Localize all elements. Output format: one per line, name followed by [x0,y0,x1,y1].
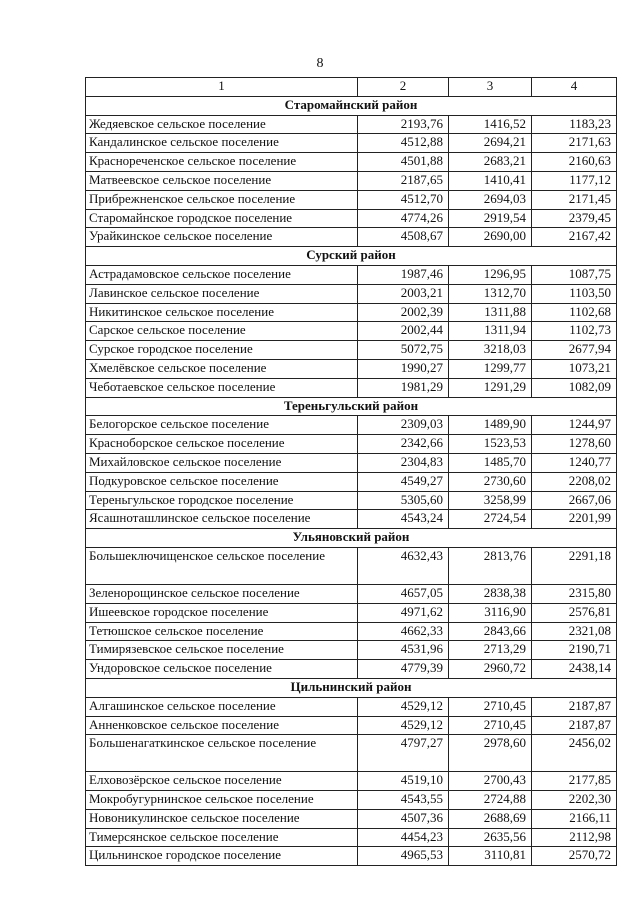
table-row [86,453,617,472]
table-row [86,303,617,322]
settlement-name-cell: Михайловское сельское поселение [86,453,358,472]
table-row [86,809,617,828]
table-row [86,153,617,172]
settlement-name-cell: Жедяевское сельское поселение [86,115,358,134]
value-col3-cell: 1312,70 [449,284,532,303]
settlement-name-cell: Старомайнское городское поселение [86,209,358,228]
value-col2-cell: 4531,96 [358,641,449,660]
value-col3-cell: 3110,81 [449,847,532,866]
value-col4-cell: 2576,81 [532,603,617,622]
table-row [86,847,617,866]
value-col4-cell: 2291,18 [532,547,617,584]
table-row [86,416,617,435]
value-col3-cell: 2978,60 [449,735,532,772]
settlement-name-cell: Урайкинское сельское поселение [86,228,358,247]
table-row [86,284,617,303]
value-col4-cell: 1102,68 [532,303,617,322]
value-col4-cell: 2379,45 [532,209,617,228]
value-col4-cell: 2112,98 [532,828,617,847]
value-col3-cell: 1410,41 [449,171,532,190]
settlement-name-cell: Краснореченское сельское поселение [86,153,358,172]
value-col2-cell: 4529,12 [358,697,449,716]
value-col2-cell: 4454,23 [358,828,449,847]
header-cell-2: 2 [358,78,449,97]
value-col3-cell: 1291,29 [449,378,532,397]
settlement-name-cell: Подкуровское сельское поселение [86,472,358,491]
value-col2-cell: 2304,83 [358,453,449,472]
settlement-name-cell: Цильнинское городское поселение [86,847,358,866]
value-col2-cell: 4512,70 [358,190,449,209]
value-col2-cell: 4965,53 [358,847,449,866]
value-col3-cell: 2694,21 [449,134,532,153]
value-col3-cell: 2694,03 [449,190,532,209]
settlement-name-cell: Лавинское сельское поселение [86,284,358,303]
table-row [86,547,617,584]
table-row [86,378,617,397]
value-col3-cell: 2730,60 [449,472,532,491]
value-col4-cell: 1087,75 [532,265,617,284]
value-col4-cell: 2171,63 [532,134,617,153]
settlement-name-cell: Никитинское сельское поселение [86,303,358,322]
settlement-name-cell: Матвеевское сельское поселение [86,171,358,190]
table-row [86,322,617,341]
settlement-name-cell: Астрадамовское сельское поселение [86,265,358,284]
value-col3-cell: 2843,66 [449,622,532,641]
settlement-name-cell: Елховозёрское сельское поселение [86,772,358,791]
value-col2-cell: 4774,26 [358,209,449,228]
header-cell-4: 4 [532,78,617,97]
value-col4-cell: 2201,99 [532,510,617,529]
value-col2-cell: 4662,33 [358,622,449,641]
value-col2-cell: 2187,65 [358,171,449,190]
value-col3-cell: 1296,95 [449,265,532,284]
district-header-row [86,678,617,697]
table-row [86,115,617,134]
table-row [86,341,617,360]
value-col3-cell: 2688,69 [449,809,532,828]
value-col2-cell: 4512,88 [358,134,449,153]
table-row [86,171,617,190]
header-row [86,78,617,97]
value-col3-cell: 2700,43 [449,772,532,791]
table-row [86,660,617,679]
settlement-name-cell: Хмелёвское сельское поселение [86,359,358,378]
value-col3-cell: 2919,54 [449,209,532,228]
table-row [86,584,617,603]
table-row [86,134,617,153]
district-name: Старомайнский район [86,96,617,115]
district-header-row [86,529,617,548]
value-col2-cell: 4632,43 [358,547,449,584]
value-col2-cell: 4519,10 [358,772,449,791]
value-col3-cell: 3258,99 [449,491,532,510]
settlement-name-cell: Большенагаткинское сельское поселение [86,735,358,772]
settlement-name-cell: Большеключищенское сельское поселение [86,547,358,584]
value-col4-cell: 2187,87 [532,716,617,735]
value-col3-cell: 2813,76 [449,547,532,584]
value-col2-cell: 4549,27 [358,472,449,491]
value-col3-cell: 1489,90 [449,416,532,435]
table-row [86,510,617,529]
table-row [86,697,617,716]
value-col2-cell: 2002,44 [358,322,449,341]
value-col2-cell: 4529,12 [358,716,449,735]
settlement-name-cell: Тимирязевское сельское поселение [86,641,358,660]
value-col4-cell: 2190,71 [532,641,617,660]
value-col3-cell: 1485,70 [449,453,532,472]
value-col4-cell: 2321,08 [532,622,617,641]
settlement-name-cell: Анненковское сельское поселение [86,716,358,735]
settlement-name-cell: Кандалинское сельское поселение [86,134,358,153]
table-row [86,791,617,810]
value-col4-cell: 2167,42 [532,228,617,247]
table-row [86,190,617,209]
value-col3-cell: 2635,56 [449,828,532,847]
table-row [86,828,617,847]
value-col4-cell: 1073,21 [532,359,617,378]
value-col2-cell: 1990,27 [358,359,449,378]
table-row [86,622,617,641]
value-col2-cell: 5305,60 [358,491,449,510]
value-col2-cell: 1981,29 [358,378,449,397]
district-header-row [86,96,617,115]
settlement-name-cell: Алгашинское сельское поселение [86,697,358,716]
value-col4-cell: 2456,02 [532,735,617,772]
value-col4-cell: 2166,11 [532,809,617,828]
value-col2-cell: 4543,24 [358,510,449,529]
settlement-name-cell: Чеботаевское сельское поселение [86,378,358,397]
value-col3-cell: 1311,88 [449,303,532,322]
value-col4-cell: 1177,12 [532,171,617,190]
value-col2-cell: 4508,67 [358,228,449,247]
data-table [85,77,617,866]
value-col2-cell: 5072,75 [358,341,449,360]
value-col2-cell: 4779,39 [358,660,449,679]
settlement-name-cell: Тереньгульское городское поселение [86,491,358,510]
value-col2-cell: 4507,36 [358,809,449,828]
table-row [86,772,617,791]
settlement-name-cell: Прибрежненское сельское поселение [86,190,358,209]
value-col4-cell: 2171,45 [532,190,617,209]
value-col4-cell: 2667,06 [532,491,617,510]
header-cell-1: 1 [86,78,358,97]
value-col4-cell: 2315,80 [532,584,617,603]
district-name: Цильнинский район [86,678,617,697]
value-col3-cell: 1299,77 [449,359,532,378]
value-col4-cell: 1240,77 [532,453,617,472]
table-row [86,716,617,735]
value-col4-cell: 2570,72 [532,847,617,866]
district-name: Тереньгульский район [86,397,617,416]
value-col3-cell: 2724,54 [449,510,532,529]
value-col4-cell: 1244,97 [532,416,617,435]
settlement-name-cell: Сарское сельское поселение [86,322,358,341]
value-col3-cell: 2838,38 [449,584,532,603]
value-col4-cell: 1103,50 [532,284,617,303]
value-col3-cell: 2683,21 [449,153,532,172]
settlement-name-cell: Ундоровское сельское поселение [86,660,358,679]
value-col3-cell: 1523,53 [449,435,532,454]
table-row [86,641,617,660]
page-number: 8 [316,56,324,71]
table-row [86,209,617,228]
value-col4-cell: 2187,87 [532,697,617,716]
table-row [86,735,617,772]
value-col3-cell: 3116,90 [449,603,532,622]
value-col3-cell: 2710,45 [449,697,532,716]
settlement-name-cell: Белогорское сельское поселение [86,416,358,435]
settlement-name-cell: Красноборское сельское поселение [86,435,358,454]
district-header-row [86,247,617,266]
value-col4-cell: 1278,60 [532,435,617,454]
settlement-name-cell: Мокробугурнинское сельское поселение [86,791,358,810]
value-col4-cell: 1102,73 [532,322,617,341]
settlement-name-cell: Ишеевское городское поселение [86,603,358,622]
value-col2-cell: 4543,55 [358,791,449,810]
value-col4-cell: 1183,23 [532,115,617,134]
value-col3-cell: 2690,00 [449,228,532,247]
settlement-name-cell: Тимерсянское сельское поселение [86,828,358,847]
value-col4-cell: 1082,09 [532,378,617,397]
value-col3-cell: 2724,88 [449,791,532,810]
table-row [86,265,617,284]
value-col3-cell: 1311,94 [449,322,532,341]
value-col4-cell: 2208,02 [532,472,617,491]
settlement-name-cell: Сурское городское поселение [86,341,358,360]
value-col2-cell: 2309,03 [358,416,449,435]
table-row [86,491,617,510]
value-col3-cell: 2710,45 [449,716,532,735]
value-col4-cell: 2160,63 [532,153,617,172]
settlement-name-cell: Тетюшское сельское поселение [86,622,358,641]
value-col2-cell: 1987,46 [358,265,449,284]
value-col3-cell: 3218,03 [449,341,532,360]
table-row [86,435,617,454]
district-header-row [86,397,617,416]
table-row [86,359,617,378]
value-col3-cell: 2960,72 [449,660,532,679]
value-col3-cell: 2713,29 [449,641,532,660]
settlement-name-cell: Зеленорощинское сельское поселение [86,584,358,603]
table-row [86,603,617,622]
value-col2-cell: 2342,66 [358,435,449,454]
value-col2-cell: 2003,21 [358,284,449,303]
district-name: Ульяновский район [86,529,617,548]
value-col2-cell: 2002,39 [358,303,449,322]
table-row [86,472,617,491]
settlement-name-cell: Ясашноташлинское сельское поселение [86,510,358,529]
value-col2-cell: 4657,05 [358,584,449,603]
value-col2-cell: 2193,76 [358,115,449,134]
value-col2-cell: 4797,27 [358,735,449,772]
district-name: Сурский район [86,247,617,266]
value-col4-cell: 2677,94 [532,341,617,360]
value-col2-cell: 4971,62 [358,603,449,622]
value-col4-cell: 2202,30 [532,791,617,810]
header-cell-3: 3 [449,78,532,97]
table-row [86,228,617,247]
value-col3-cell: 1416,52 [449,115,532,134]
value-col4-cell: 2438,14 [532,660,617,679]
settlement-name-cell: Новоникулинское сельское поселение [86,809,358,828]
value-col2-cell: 4501,88 [358,153,449,172]
value-col4-cell: 2177,85 [532,772,617,791]
